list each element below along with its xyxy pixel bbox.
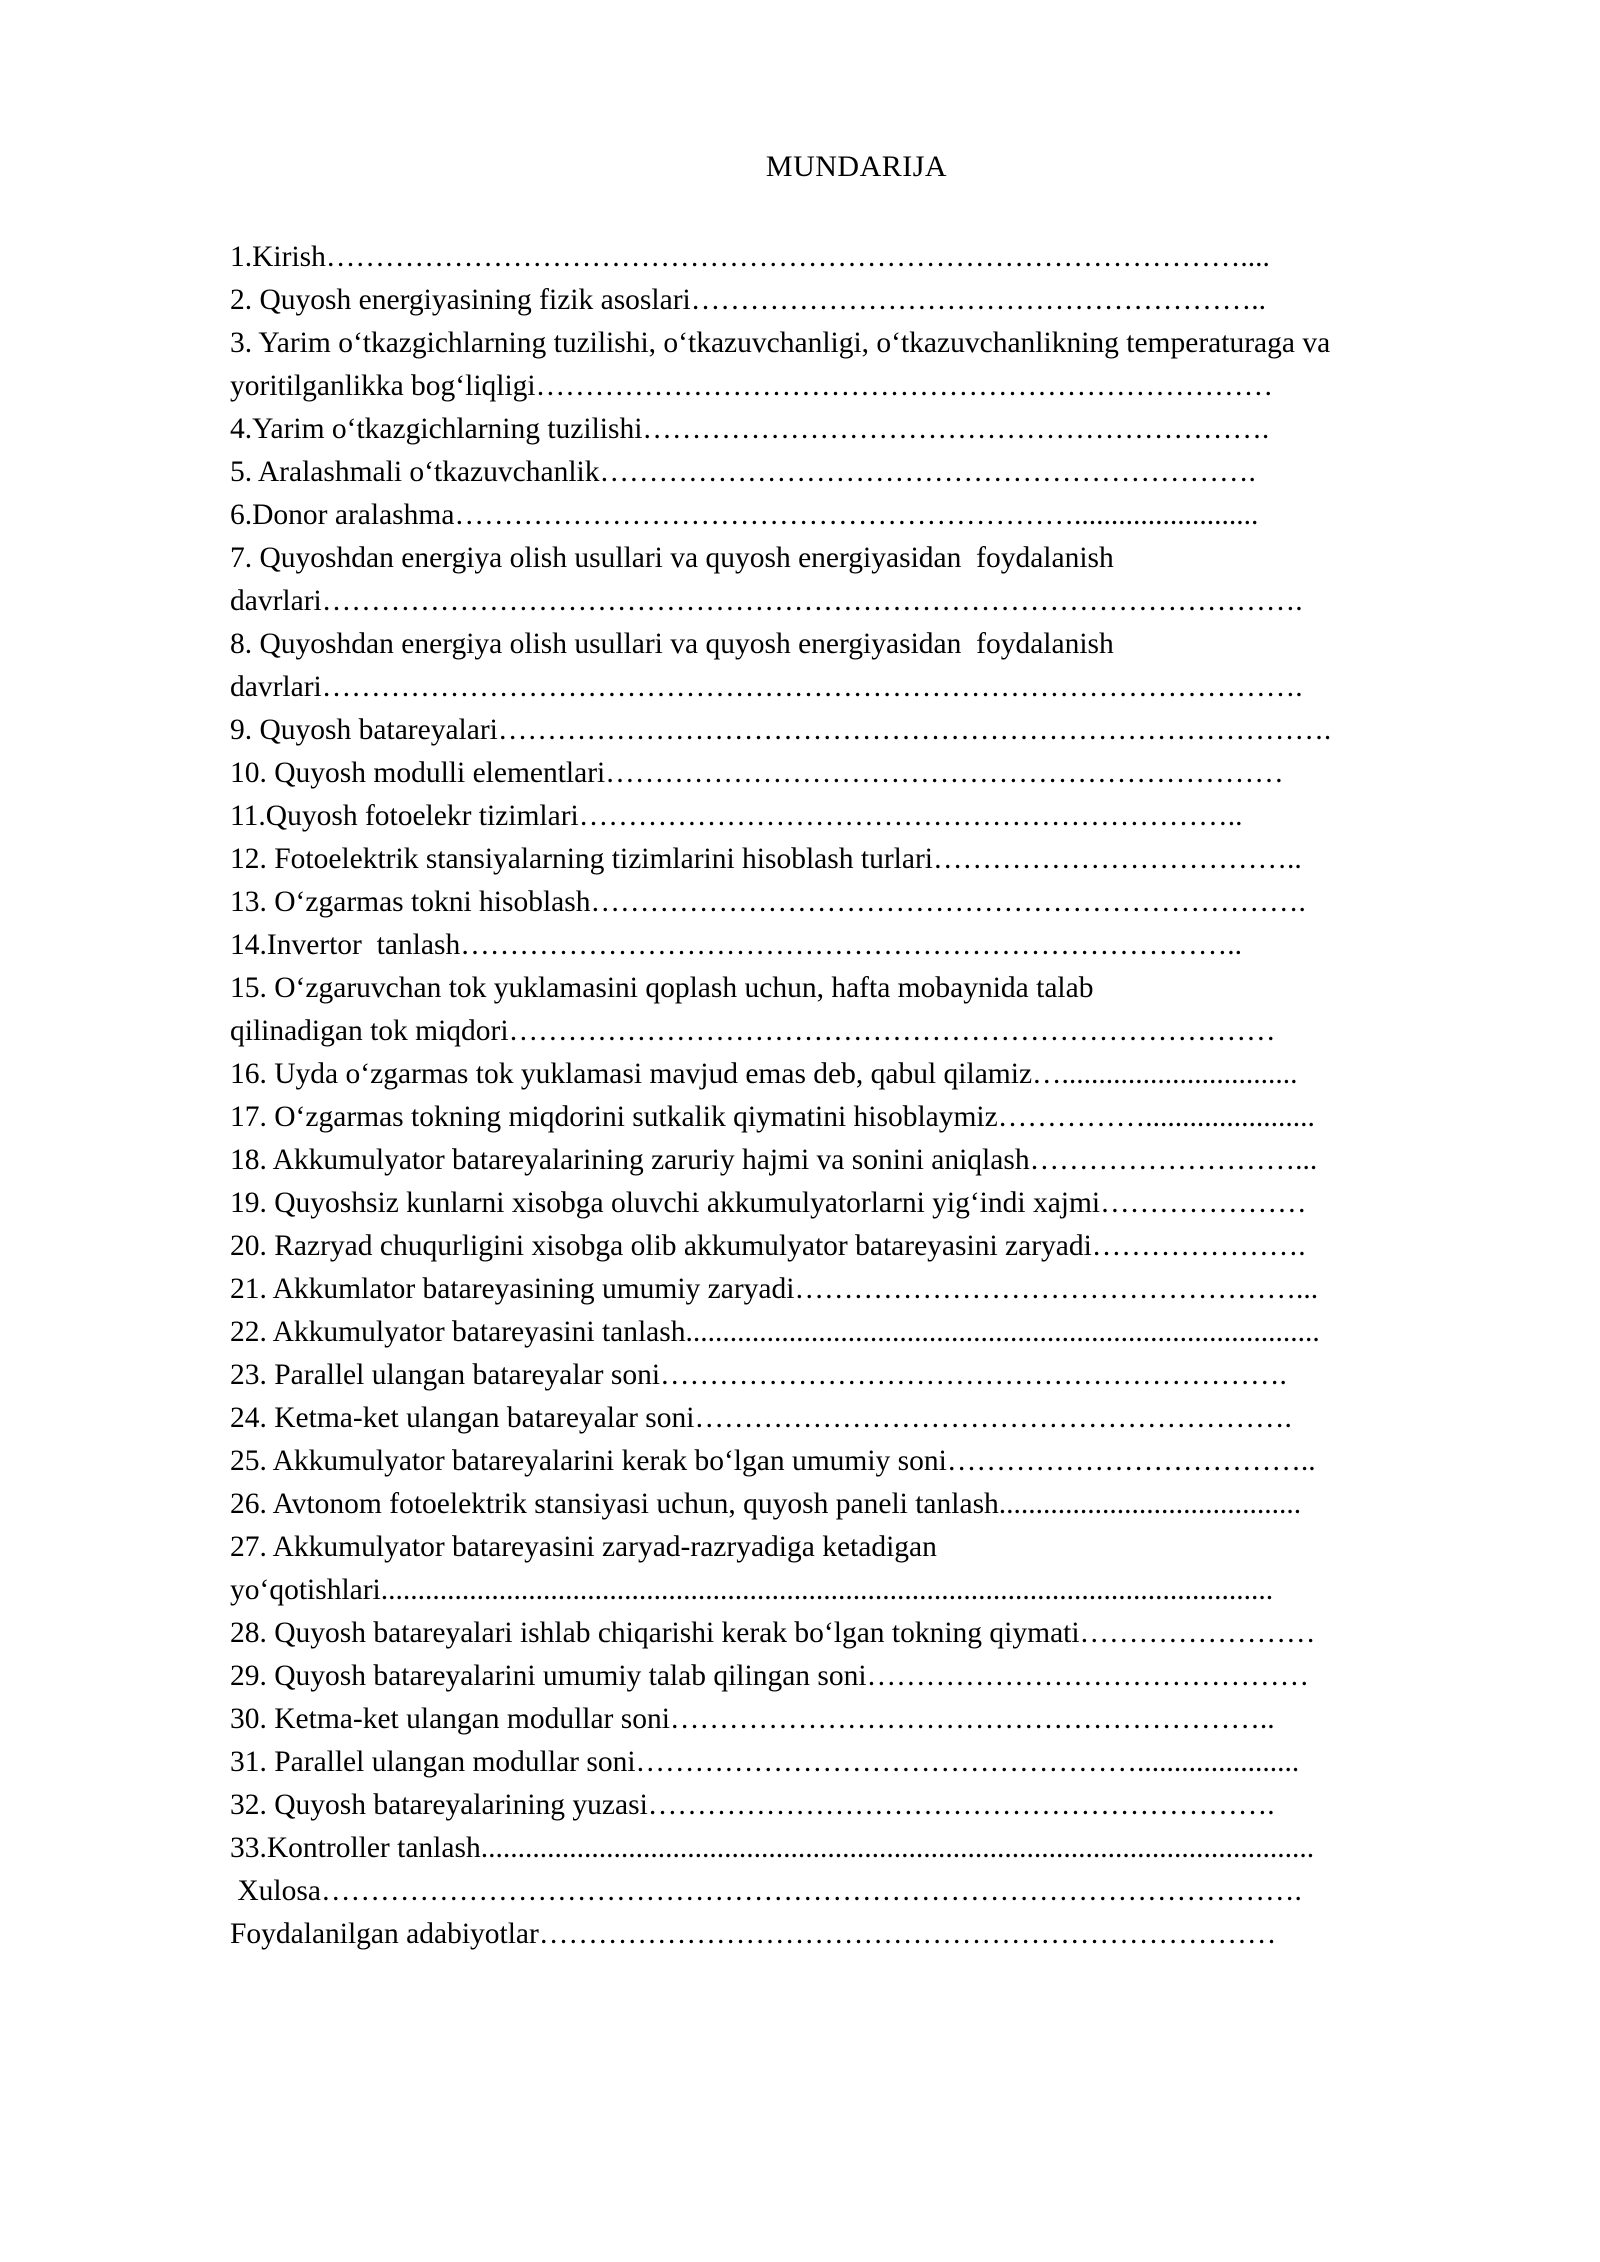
page-title: MUNDARIJA bbox=[765, 150, 948, 183]
toc-entry: yoritilganlikka bog‘liqligi………………………………………………………………… bbox=[230, 370, 1274, 402]
toc-entry: 14.Invertor tanlash…………………………………………………………………….. bbox=[230, 929, 1242, 961]
toc-entry: 5. Aralashmali o‘tkazuvchanlik…………………………………………………………. bbox=[230, 456, 1256, 488]
toc-entry: 20. Razryad chuqurligini xisobga olib akkumulyator batareyasini zaryadi…………………. bbox=[230, 1230, 1306, 1262]
toc-entry: 1.Kirish………………………………………………………………………………….... bbox=[230, 241, 1270, 273]
toc-entry: 24. Ketma-ket ulangan batareyalar soni……………………………………………………. bbox=[230, 1402, 1292, 1434]
toc-entry: 25. Akkumulyator batareyalarini kerak bo‘lgan umumiy soni……………………………….. bbox=[230, 1445, 1316, 1477]
toc-entry: 15. O‘zgaruvchan tok yuklamasini qoplash uchun, hafta mobaynida talab bbox=[230, 972, 1094, 1004]
toc-entry: 2. Quyosh energiyasining fizik asoslari………………………………………………….. bbox=[230, 284, 1266, 316]
toc-entry: 26. Avtonom fotoelektrik stansiyasi uchun, quyosh paneli tanlash......................................... bbox=[230, 1488, 1302, 1520]
toc-entry: 32. Quyosh batareyalarining yuzasi………………………………………………………. bbox=[230, 1789, 1275, 1821]
table-of-contents bbox=[230, 236, 1460, 1956]
toc-entry: 3. Yarim o‘tkazgichlarning tuzilishi, o‘tkazuvchanligi, o‘tkazuvchanlikning temperaturaga va bbox=[230, 327, 1331, 359]
toc-entry: 9. Quyosh batareyalari…………………………………………………………………………. bbox=[230, 714, 1332, 746]
toc-entry: 23. Parallel ulangan batareyalar soni………………………………………………………. bbox=[230, 1359, 1287, 1391]
toc-entry: Foydalanilgan adabiyotlar………………………………………………………………… bbox=[230, 1918, 1277, 1950]
toc-entry: 17. O‘zgarmas tokning miqdorini sutkalik qiymatini hisoblaymiz……………....................... bbox=[230, 1101, 1315, 1133]
toc-entry: 11.Quyosh fotoelekr tizimlari………………………………………………………….. bbox=[230, 800, 1243, 832]
toc-entry: 28. Quyosh batareyalari ishlab chiqarishi kerak bo‘lgan tokning qiymati…………………… bbox=[230, 1617, 1316, 1649]
toc-entry: 29. Quyosh batareyalarini umumiy talab qilingan soni……………………………………… bbox=[230, 1660, 1310, 1692]
toc-entry: davrlari………………………………………………………………………………………. bbox=[230, 585, 1303, 617]
toc-entry: 16. Uyda o‘zgarmas tok yuklamasi mavjud emas deb, qabul qilamiz…................................ bbox=[230, 1058, 1298, 1090]
toc-entry: Xulosa………………………………………………………………………………………. bbox=[230, 1875, 1302, 1907]
toc-entry: 31. Parallel ulangan modullar soni……………………………………………...................... bbox=[230, 1746, 1300, 1778]
toc-entry: 12. Fotoelektrik stansiyalarning tizimlarini hisoblash turlari……………………………….. bbox=[230, 843, 1302, 875]
toc-entry: 33.Kontroller tanlash................................................................................................................. bbox=[230, 1832, 1315, 1864]
toc-entry: 30. Ketma-ket ulangan modullar soni…………………………………………………….. bbox=[230, 1703, 1275, 1735]
toc-entry: 6.Donor aralashma………………………………………………………......................... bbox=[230, 499, 1259, 531]
toc-entry: yo‘qotishlari......................................................................................................................... bbox=[230, 1574, 1274, 1606]
toc-entry: qilinadigan tok miqdori…………………………………………………………………… bbox=[230, 1015, 1276, 1047]
toc-entry: 13. O‘zgarmas tokni hisoblash………………………………………………………………. bbox=[230, 886, 1306, 918]
toc-entry: 21. Akkumlator batareyasining umumiy zaryadi……………………………………………... bbox=[230, 1273, 1319, 1305]
toc-entry: 8. Quyoshdan energiya olish usullari va quyosh energiyasidan foydalanish bbox=[230, 628, 1114, 660]
toc-entry: 22. Akkumulyator batareyasini tanlash...................................................................................... bbox=[230, 1316, 1320, 1348]
toc-entry: 19. Quyoshsiz kunlarni xisobga oluvchi akkumulyatorlarni yig‘indi xajmi………………… bbox=[230, 1187, 1307, 1219]
toc-entry: 10. Quyosh modulli elementlari…………………………………………………………… bbox=[230, 757, 1284, 789]
toc-entry: davrlari………………………………………………………………………………………. bbox=[230, 671, 1303, 703]
toc-entry: 7. Quyoshdan energiya olish usullari va quyosh energiyasidan foydalanish bbox=[230, 542, 1114, 574]
toc-entry: 18. Akkumulyator batareyalarining zaruriy hajmi va sonini aniqlash………………………... bbox=[230, 1144, 1318, 1176]
toc-entry: 27. Akkumulyator batareyasini zaryad-razryadiga ketadigan bbox=[230, 1531, 937, 1563]
toc-entry: 4.Yarim o‘tkazgichlarning tuzilishi………………………………………………………. bbox=[230, 413, 1270, 445]
